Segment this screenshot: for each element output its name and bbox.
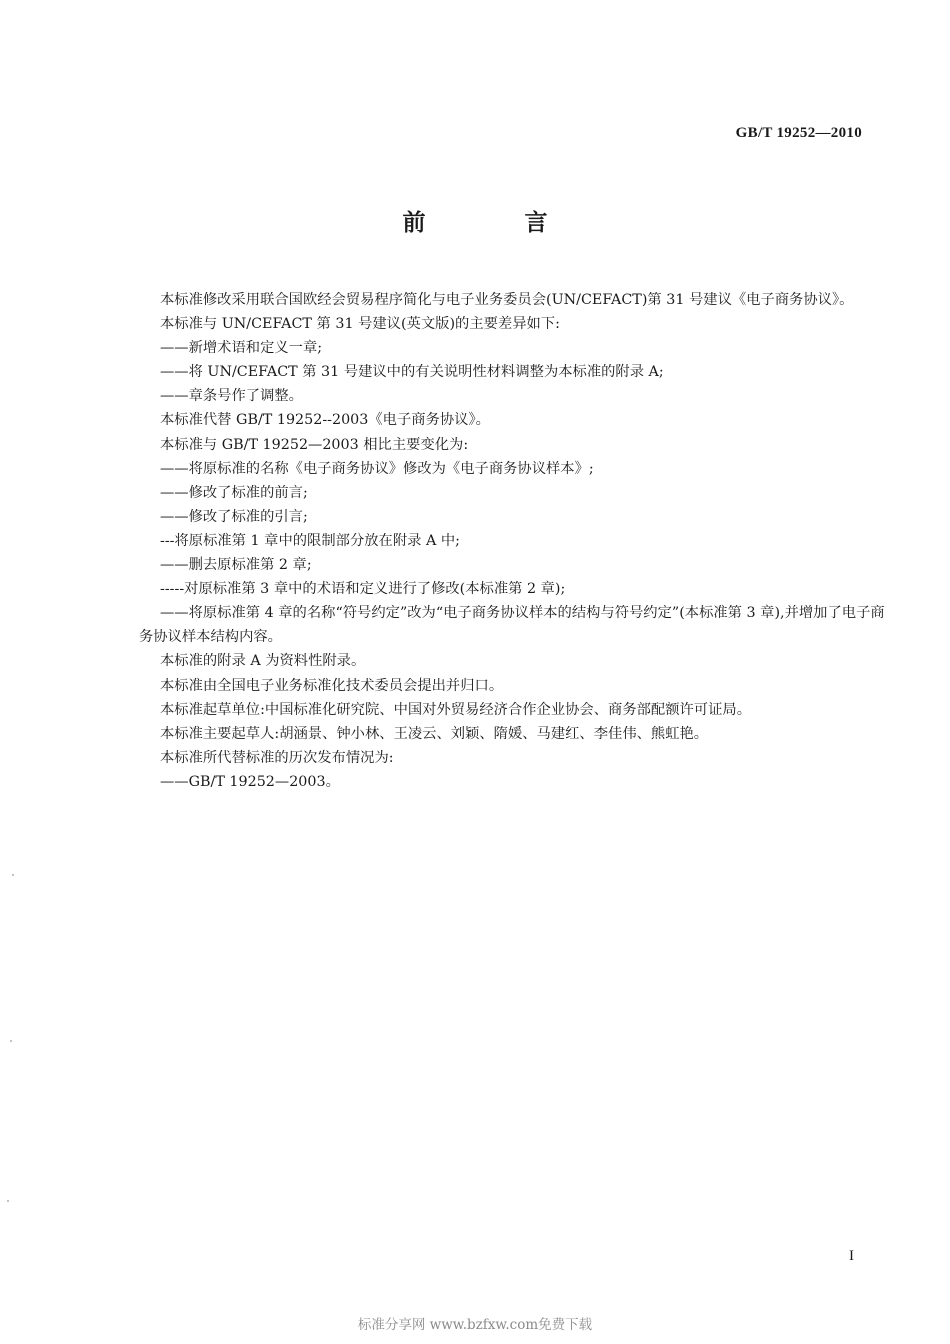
list-item: -----对原标准第 3 章中的术语和定义进行了修改(本标准第 2 章); xyxy=(160,581,566,598)
scan-speck xyxy=(12,874,14,876)
paragraph-proposer: 本标准由全国电子业务标准化技术委员会提出并归口。 xyxy=(160,677,504,694)
list-item: ——删去原标准第 2 章; xyxy=(160,557,312,574)
page-number: I xyxy=(849,1248,854,1264)
list-item: ——将原标准第 4 章的名称“符号约定”改为“电子商务协议样本的结构与符号约定”(本标准第 3 章),并增加了电子商务协议样本结构内容。 xyxy=(139,605,885,646)
paragraph-drafting-units: 本标准起草单位:中国标准化研究院、中国对外贸易经济合作企业协会、商务部配额许可证局。 xyxy=(160,701,751,718)
scan-speck xyxy=(10,1040,12,1042)
foreword-body xyxy=(139,288,888,794)
footer-watermark: 标准分享网 www.bzfxw.com免费下载 xyxy=(357,1317,593,1333)
paragraph-adoption: 本标准修改采用联合国欧经会贸易程序简化与电子业务委员会(UN/CEFACT)第 31 号建议《电子商务协议》。 xyxy=(160,292,854,308)
paragraph-changes-intro: 本标准与 GB/T 19252—2003 相比主要变化为: xyxy=(160,436,469,453)
page-title: 前 言 xyxy=(402,210,586,236)
paragraph-drafters: 本标准主要起草人:胡涵景、钟小林、王凌云、刘颖、隋媛、马建红、李佳伟、熊虹艳。 xyxy=(160,725,709,742)
standard-code: GB/T 19252—2010 xyxy=(735,125,862,141)
scan-speck xyxy=(7,1200,9,1202)
list-item: ——修改了标准的前言; xyxy=(160,484,308,501)
list-item: ——章条号作了调整。 xyxy=(160,388,303,405)
paragraph-replaces: 本标准代替 GB/T 19252--2003《电子商务协议》。 xyxy=(160,412,490,429)
list-item: ——将 UN/CEFACT 第 31 号建议中的有关说明性材料调整为本标准的附录 A; xyxy=(160,364,664,381)
paragraph-annex: 本标准的附录 A 为资料性附录。 xyxy=(160,653,366,670)
list-item: ——新增术语和定义一章; xyxy=(160,340,323,357)
paragraph-differences-intro: 本标准与 UN/CEFACT 第 31 号建议(英文版)的主要差异如下: xyxy=(160,316,560,333)
list-item: ---将原标准第 1 章中的限制部分放在附录 A 中; xyxy=(160,532,460,549)
list-item: ——修改了标准的引言; xyxy=(160,508,308,525)
list-item: ——将原标准的名称《电子商务协议》修改为《电子商务协议样本》; xyxy=(160,460,594,477)
paragraph-history-intro: 本标准所代替标准的历次发布情况为: xyxy=(160,749,394,766)
list-item: ——GB/T 19252—2003。 xyxy=(160,773,340,790)
